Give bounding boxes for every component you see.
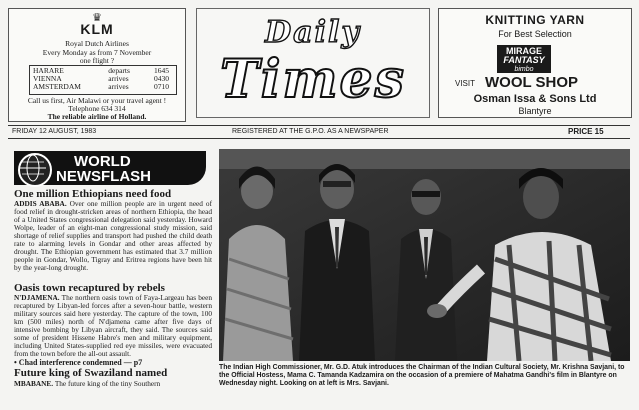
story-text: Over one million people are in urgent need of food relief in drought-stricken areas of northern Ethiopia, the head of a United States congressional delegation said yesterday. Howard Wolpe, leader of an eight-man congressional study mission, said shortage of relief supplies and transport had pushed the child death rate to alarming levels in Gondar and other areas affected by drought. The Ethiopian government has estimated that 3.7 million people in Gondar, Wollo, Tigray and Eritrea regions have been hit by the year-long drought. <box>14 199 212 273</box>
bottom-rule <box>8 138 630 139</box>
klm-crown-icon: ♛ <box>92 12 102 24</box>
masthead-times: Times <box>220 49 406 110</box>
schedule-time: 0710 <box>154 82 169 91</box>
story-body <box>14 200 212 272</box>
registration-notice: REGISTERED AT THE G.P.O. AS A NEWSPAPER <box>232 128 389 135</box>
klm-tagline: The reliable airline of Holland. <box>47 112 147 121</box>
story-headline: One million Ethiopians need food <box>14 188 172 200</box>
world-newsflash-banner <box>14 151 206 185</box>
klm-logo: KLM <box>80 21 114 37</box>
schedule-status: arrives <box>108 74 129 83</box>
story-headline: Future king of Swaziland named <box>14 367 168 379</box>
klm-schedule-table <box>31 67 171 91</box>
schedule-status: arrives <box>108 82 129 91</box>
klm-call-text: Call us first, Air Malawi or your travel agent ! <box>27 96 167 105</box>
schedule-time: 1645 <box>154 66 169 75</box>
ad-visit: VISIT <box>455 79 476 88</box>
schedule-time: 0430 <box>154 74 169 83</box>
photo-illustration <box>219 149 630 361</box>
story-text: The future king of the tiny Southern <box>53 379 161 388</box>
ad-owner: Osman Issa & Sons Ltd <box>473 93 597 105</box>
cross-reference: • Chad interference condemned — p7 <box>14 358 143 367</box>
schedule-city: HARARE <box>33 66 64 75</box>
masthead-daily: Daily <box>265 15 361 50</box>
ad-subline: For Best Selection <box>498 29 572 39</box>
wool-shop-advertisement <box>438 8 632 118</box>
story-body <box>14 380 212 388</box>
story-headline: Oasis town recaptured by rebels <box>14 282 165 294</box>
story-dateline: N'DJAMENA. <box>14 293 60 302</box>
story-body <box>14 294 212 358</box>
yarn-brand-logo <box>497 45 551 73</box>
klm-advertisement <box>8 8 186 122</box>
newsflash-word2: NEWSFLASH <box>56 168 151 185</box>
brand-bimbo: bimbo <box>514 66 534 73</box>
story-text: The northern oasis town of Faya-Largeau has been recaptured by Libyan-led forces after a seven-hour battle, western military sources said here yesterday. The capture of the town, 100 km (500 miles) north of N'djamena came after five days of intensive bombing by Libyan aircraft, they said. The sources said some of president Hissene Habre's men and military equipment, including United States-supplied red eye missiles, were evacuated from the town before the all-out assault. <box>14 293 212 359</box>
klm-airline-name: Royal Dutch Airlines <box>65 39 129 48</box>
news-photo <box>219 149 630 361</box>
klm-schedule-note-2: one flight ? <box>79 56 115 65</box>
top-rule <box>8 125 630 126</box>
schedule-status: departs <box>108 66 130 75</box>
ad-city: Blantyre <box>518 106 552 116</box>
schedule-city: AMSTERDAM <box>33 82 81 91</box>
brand-mirage: MIRAGE <box>506 46 542 56</box>
newsflash-word1: WORLD <box>74 153 131 170</box>
price: PRICE 15 <box>568 127 604 136</box>
brand-fantasy: FANTASY <box>503 55 545 65</box>
ad-shop-name: WOOL SHOP <box>485 74 579 91</box>
photo-caption: The Indian High Commissioner, Mr. G.D. Atuk introduces the Chairman of the Indian Cultural Society, Mr. Krishna Savjani, to the Official Hostess, Mama C. Tamanda Kadzamira on the occasion of a premiere of Mahatma Gandhi's film in Blantyre on Wednesday night. Looking on at left is Mrs. Savjani. <box>219 364 625 388</box>
handshake <box>427 304 447 318</box>
klm-phone: Telephone 634 314 <box>68 104 126 113</box>
schedule-row <box>31 83 171 91</box>
story-dateline: ADDIS ABABA. <box>14 199 67 208</box>
globe-icon <box>18 153 52 187</box>
dateline-bar <box>8 127 630 137</box>
issue-date: FRIDAY 12 AUGUST, 1983 <box>12 128 97 135</box>
story-dateline: MBABANE. <box>14 379 54 388</box>
masthead <box>196 8 430 118</box>
ad-headline: KNITTING YARN <box>485 13 585 27</box>
schedule-city: VIENNA <box>33 74 62 83</box>
klm-schedule-note: Every Monday as from 7 November <box>42 48 152 57</box>
